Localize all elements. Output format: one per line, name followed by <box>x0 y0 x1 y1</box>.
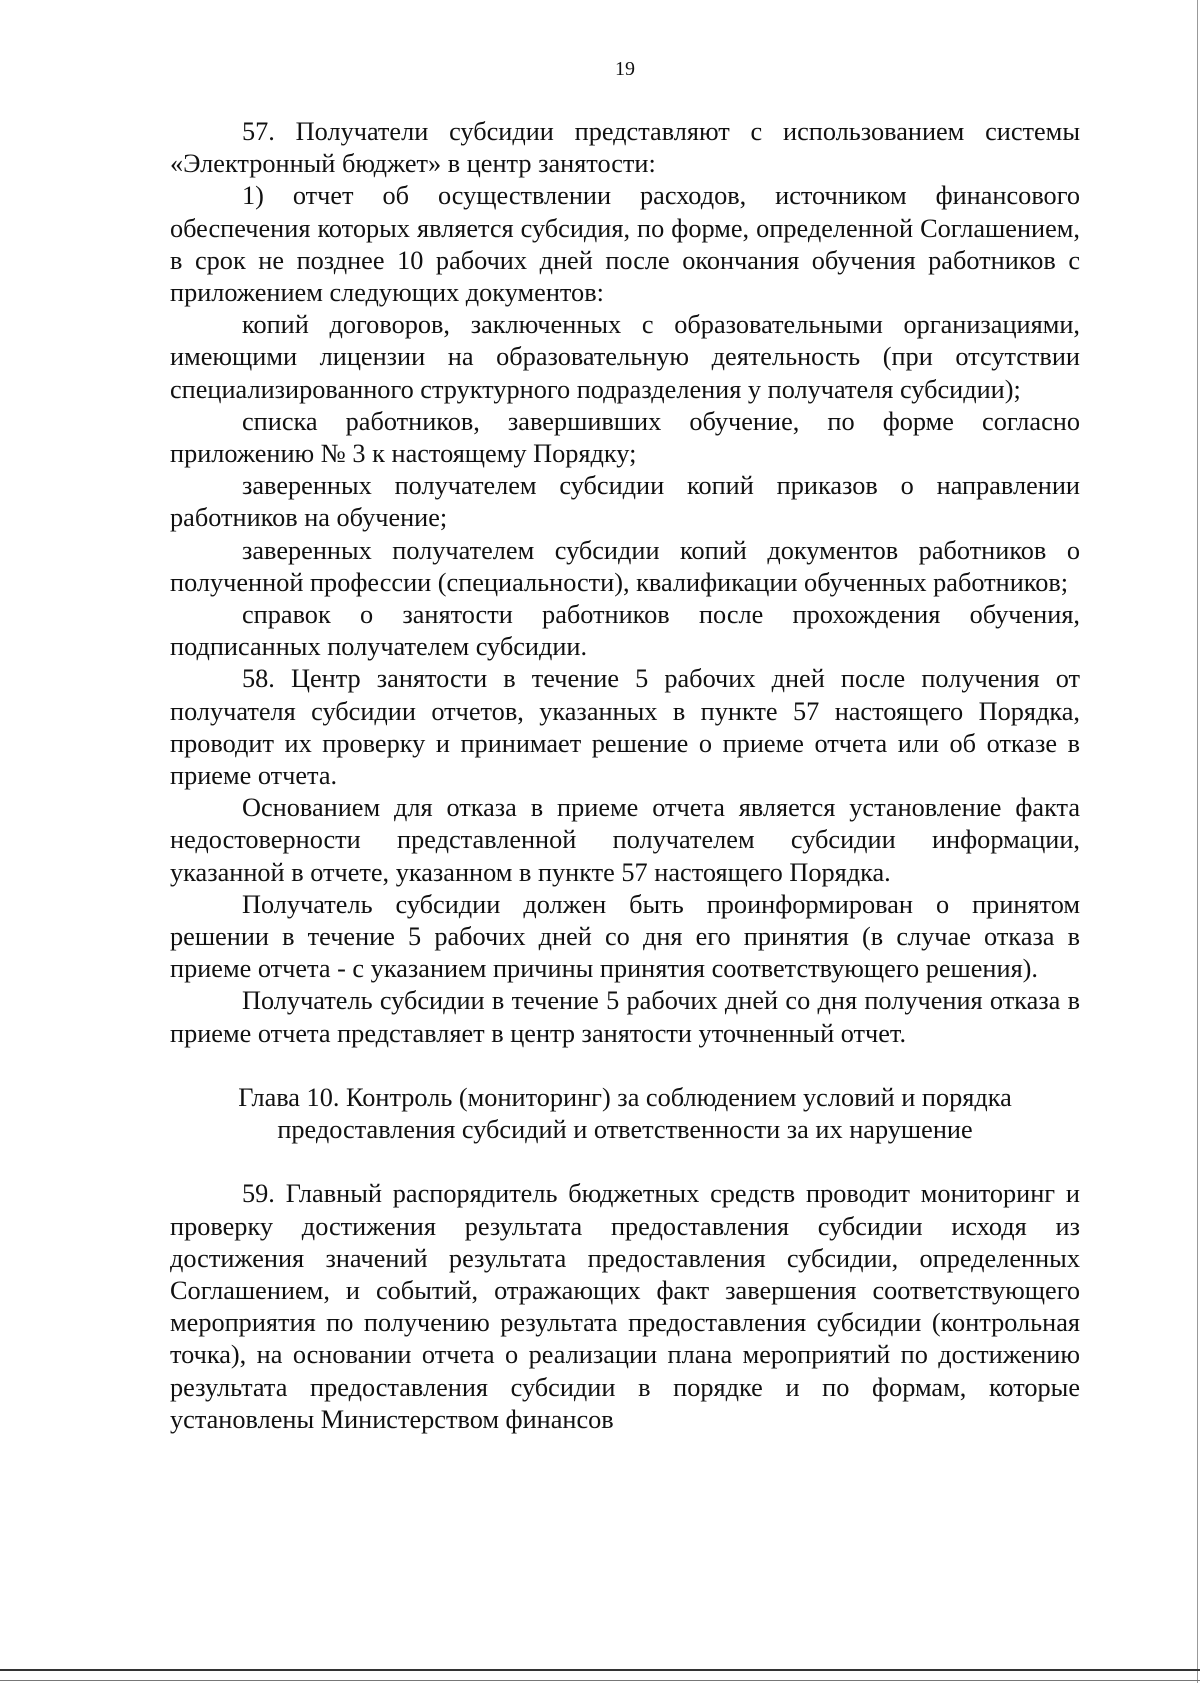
scan-edge-right <box>1197 0 1198 1683</box>
paragraph-58: 58. Центр занятости в течение 5 рабочих дней после получения от получателя субсидии отчетов, указанных в пункте 57 настоящего Порядка, проводит их проверку и принимает решение о приеме отчета или об отказе в приеме отчета. <box>170 664 1080 791</box>
paragraph-59: 59. Главный распорядитель бюджетных средств проводит мониторинг и проверку достижения результата предоставления субсидии исходя из достижения значений результата предоставления субсидии, определенных Соглашением, и событий, отражающих факт завершения соответствующего мероприятия по получению результата предоставления субсидии (контрольная точка), на основании отчета о реализации плана мероприятий по достижению результата предоставления субсидии в порядке и по формам, которые установлены Министерством финансов <box>170 1179 1080 1434</box>
page-number: 19 <box>615 58 635 80</box>
paragraph-57: 57. Получатели субсидии представляют с использованием системы «Электронный бюджет» в центр занятости: <box>170 117 1080 179</box>
paragraph-revised-report: Получатель субсидии в течение 5 рабочих дней со дня получения отказа в приеме отчета представляет в центр занятости уточненный отчет. <box>170 986 1080 1048</box>
scan-edge-bottom <box>0 1669 1200 1671</box>
chapter-heading-line-1: Глава 10. Контроль (мониторинг) за соблюдением условий и порядка <box>238 1082 1012 1112</box>
paragraph-employment-certificates: справок о занятости работников после прохождения обучения, подписанных получателем субсидии. <box>170 600 1080 662</box>
paragraph-notification: Получатель субсидии должен быть проинформирован о принятом решении в течение 5 рабочих дней со дня его принятия (в случае отказа в приеме отчета - с указанием причины принятия соответствующего решения). <box>170 889 1080 984</box>
paragraph-documents-copies: заверенных получателем субсидии копий документов работников о полученной профессии (специальности), квалификации обученных работников; <box>170 535 1080 597</box>
paragraph-contracts-copies: копий договоров, заключенных с образовательными организациями, имеющими лицензии на образовательную деятельность (при отсутствии специализированного структурного подразделения у получателя субсидии); <box>170 310 1080 404</box>
paragraph-orders-copies: заверенных получателем субсидии копий приказов о направлении работников на обучение; <box>170 471 1080 533</box>
paragraph-refusal-grounds: Основанием для отказа в приеме отчета является установление факта недостоверности представленной получателем субсидии информации, указанной в отчете, указанном в пункте 57 настоящего Порядка. <box>170 793 1080 887</box>
chapter-heading <box>170 1082 1080 1146</box>
scan-edge-bottom-secondary <box>0 1680 1200 1681</box>
paragraph-57-item-1: 1) отчет об осуществлении расходов, источником финансового обеспечения которых является субсидия, по форме, определенной Соглашением, в срок не позднее 10 рабочих дней после окончания обучения работников с приложением следующих документов: <box>170 181 1080 308</box>
document-body <box>170 116 1080 1436</box>
paragraph-workers-list: списка работников, завершивших обучение, по форме согласно приложению № 3 к настоящему Порядку; <box>170 406 1080 469</box>
chapter-heading-line-2: предоставления субсидий и ответственности за их нарушение <box>277 1115 973 1145</box>
